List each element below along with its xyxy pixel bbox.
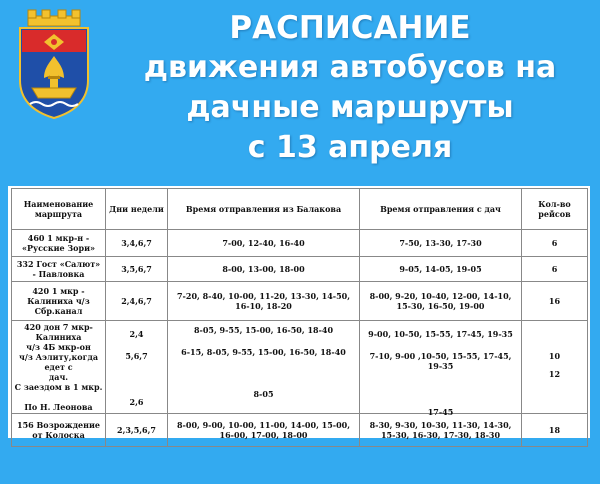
title-line-3: дачные маршруты bbox=[186, 90, 514, 125]
header-route: Наименование маршрута bbox=[12, 189, 106, 230]
schedule-sheet bbox=[8, 186, 590, 438]
route-line: 420 дон 7 мкр- bbox=[24, 322, 93, 332]
table-row bbox=[12, 321, 588, 414]
trip-count: 6 bbox=[522, 230, 588, 257]
time-from-balakovo: 8-00, 9-00, 10-00, 11-00, 14-00, 15-00, 16-00, 17-00, 18-00 bbox=[168, 414, 360, 447]
days bbox=[106, 321, 168, 414]
days: 3,4,6,7 bbox=[106, 230, 168, 257]
time-line: 17-45 bbox=[427, 407, 454, 417]
time-from-balakovo bbox=[168, 321, 360, 414]
time-line: 8-05 bbox=[253, 389, 274, 399]
route-line: С заездом в 1 мкр. bbox=[14, 382, 103, 392]
table-row bbox=[12, 282, 588, 321]
route-name: 460 1 мкр-н - «Русские Зори» bbox=[12, 230, 106, 257]
days: 2,3,5,6,7 bbox=[106, 414, 168, 447]
days: 3,5,6,7 bbox=[106, 257, 168, 282]
time-from-dacha: 9-05, 14-05, 19-05 bbox=[360, 257, 522, 282]
table-header-row bbox=[12, 189, 588, 230]
header-count: Кол-во рейсов bbox=[522, 189, 588, 230]
route-name: 156 Возрождение от Колоска bbox=[12, 414, 106, 447]
coat-of-arms-icon bbox=[14, 8, 94, 120]
count-line: 10 bbox=[548, 351, 561, 361]
header-from-dacha: Время отправления с дач bbox=[360, 189, 522, 230]
route-line: ч/з Аэлиту,когда едет с bbox=[18, 352, 99, 372]
table-row bbox=[12, 414, 588, 447]
table-row bbox=[12, 230, 588, 257]
trip-count: 18 bbox=[522, 414, 588, 447]
title-line-4: с 13 апреля bbox=[247, 130, 453, 165]
route-line: По Н. Леонова bbox=[24, 402, 93, 412]
time-from-dacha: 8-30, 9-30, 10-30, 11-30, 14-30, 15-30, 16-30, 17-30, 18-30 bbox=[360, 414, 522, 447]
time-line: 6-15, 8-05, 9-55, 15-00, 16-50, 18-40 bbox=[181, 347, 346, 357]
schedule-table bbox=[11, 188, 588, 447]
days-line: 5,6,7 bbox=[125, 351, 148, 361]
time-line: 8-05, 9-55, 15-00, 16-50, 18-40 bbox=[193, 325, 334, 335]
trip-count: 16 bbox=[522, 282, 588, 321]
route-name: 420 1 мкр - Калиниха ч/з Сбр.канал bbox=[12, 282, 106, 321]
header-days: Дни недели bbox=[106, 189, 168, 230]
time-from-dacha bbox=[360, 321, 522, 417]
time-line: 9-00, 10-50, 15-55, 17-45, 19-35 bbox=[368, 329, 513, 339]
page-title bbox=[100, 8, 600, 168]
route-name: 332 Гост «Салют» - Павловка bbox=[12, 257, 106, 282]
time-from-balakovo: 7-00, 12-40, 16-40 bbox=[168, 230, 360, 257]
route-line: Калиниха bbox=[35, 332, 82, 342]
trip-count: 6 bbox=[522, 257, 588, 282]
days: 2,4,6,7 bbox=[106, 282, 168, 321]
time-from-balakovo: 7-20, 8-40, 10-00, 11-20, 13-30, 14-50, 16-10, 18-20 bbox=[168, 282, 360, 321]
time-from-balakovo: 8-00, 13-00, 18-00 bbox=[168, 257, 360, 282]
header-from-balakovo: Время отправления из Балакова bbox=[168, 189, 360, 230]
time-from-dacha: 7-50, 13-30, 17-30 bbox=[360, 230, 522, 257]
trip-count bbox=[522, 321, 588, 414]
time-line: 7-10, 9-00 ,10-50, 15-55, 17-45, 19-35 bbox=[369, 351, 512, 371]
title-line-1: РАСПИСАНИЕ bbox=[229, 10, 471, 46]
route-line: ч/з 4Б мкр-он bbox=[26, 342, 91, 352]
table-row bbox=[12, 257, 588, 282]
time-from-dacha: 8-00, 9-20, 10-40, 12-00, 14-10, 15-30, 16-50, 19-00 bbox=[360, 282, 522, 321]
days-line: 2,4 bbox=[129, 329, 144, 339]
route-line: дач. bbox=[48, 372, 69, 382]
route-name bbox=[12, 321, 106, 414]
title-line-2: движения автобусов на bbox=[143, 50, 557, 85]
days-line: 2,6 bbox=[129, 397, 144, 407]
count-line: 12 bbox=[548, 369, 561, 379]
